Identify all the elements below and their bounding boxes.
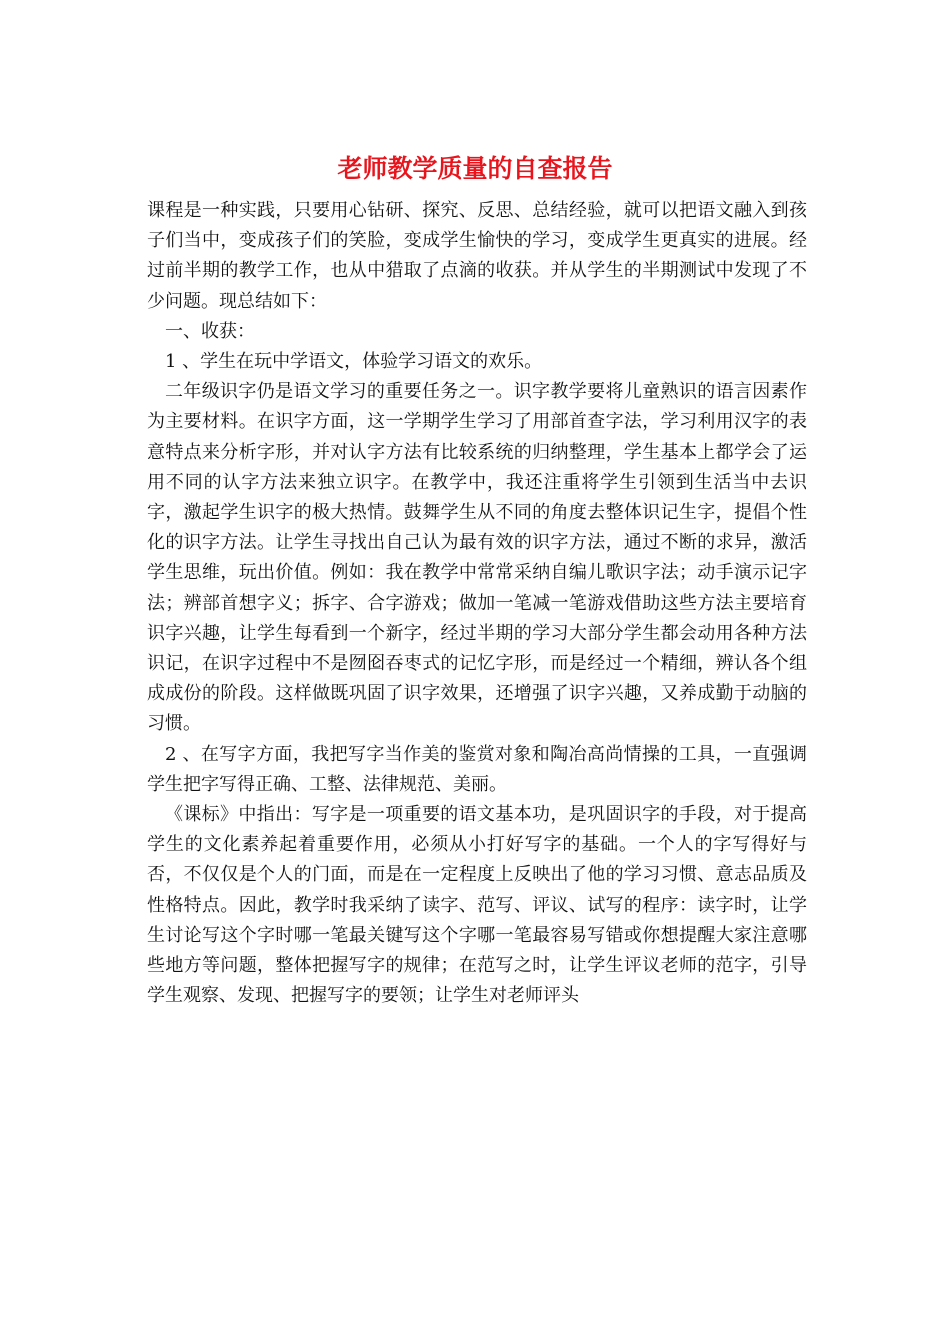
section-heading-gains: 一、收获： <box>165 320 255 342</box>
paragraph-intro: 课程是一种实践，只要用心钻研、探究、反思、总结经验，就可以把语文融入到孩子们当中，变成孩子们的笑脸，变成学生愉快的学习，变成学生更真实的进展。经过前半期的教学工作，也从中猎取了点滴的收获。并从学生的半期测试中发现了不少问题。现总结如下： <box>147 200 807 312</box>
paragraph-literacy: 二年级识字仍是语文学习的重要任务之一。识字教学要将儿童熟识的语言因素作为主要材料。在识字方面，这一学期学生学习了用部首查字法，学习利用汉字的表意特点来分析字形，并对认字方法有比较系统的归纳整理，学生基本上都学会了运用不同的认字方法来独立识字。在教学中，我还注重将学生引领到生活当中去识字，激起学生识字的极大热情。鼓舞学生从不同的角度去整体识记生字，提倡个性化的识字方法。让学生寻找出自己认为最有效的识字方法，通过不断的求异，激活学生思维，玩出价值。例如：我在教学中常常采纳自编儿歌识字法；动手演示记字法；辨部首想字义；拆字、合字游戏；做加一笔减一笔游戏借助这些方法主要培育识字兴趣，让学生每看到一个新字，经过半期的学习大部分学生都会动用各种方法识记，在识字过程中不是囫囵吞枣式的记忆字形，而是经过一个精细，辨认各个组成成份的阶段。这样做既巩固了识字效果，还增强了识字兴趣，又养成勤于动脑的习惯。 <box>147 381 807 735</box>
document-body <box>147 196 807 1011</box>
subheading-2: 2 、在写字方面，我把写字当作美的鉴赏对象和陶冶高尚情操的工具，一直强调学生把字写得正确、工整、法律规范、美丽。 <box>147 743 807 795</box>
subheading-1: 1 、学生在玩中学语文，体验学习语文的欢乐。 <box>165 351 543 373</box>
paragraph-writing: 《课标》中指出：写字是一项重要的语文基本功，是巩固识字的手段，对于提高学生的文化素养起着重要作用，必须从小打好写字的基础。一个人的字写得好与否，不仅仅是个人的门面，而是在一定程度上反映出了他的学习习惯、意志品质及性格特点。因此，教学时我采纳了读字、范写、评议、试写的程序：读字时，让学生讨论写这个字时哪一笔最关键写这个字哪一笔最容易写错或你想提醒大家注意哪些地方等问题，整体把握写字的规律；在范写之时，让学生评议老师的范字，引导学生观察、发现、把握写字的要领；让学生对老师评头 <box>147 804 807 1007</box>
document-title: 老师教学质量的自查报告 <box>337 154 613 183</box>
